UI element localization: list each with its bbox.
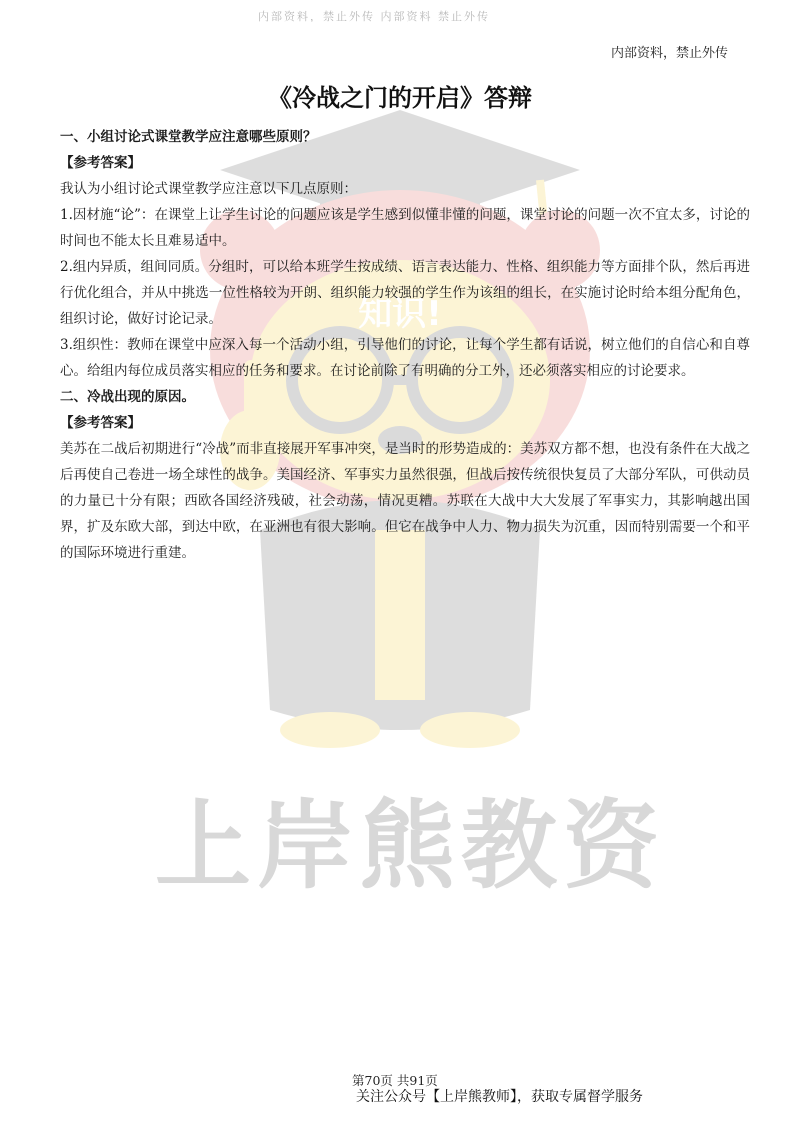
answer-1-paragraph: 2.组内异质，组间同质。分组时，可以给本班学生按成绩、语言表达能力、性格、组织能力等方面排个队，然后再进行优化组合，并从中挑选一位性格较为开朗、组织能力较强的学生作为该组的组长，在实施讨论时给本组分配角色，组织讨论，做好讨论记录。 [60,259,750,327]
answer-2-paragraph: 美苏在二战后初期进行“冷战”而非直接展开军事冲突，是当时的形势造成的：美苏双方都不想，也没有条件在大战之后再使自己卷进一场全球性的战争。美国经济、军事实力虽然很强，但战后按传统很快复员了大部分军队，可供动员的力量已十分有限；西欧各国经济残破，社会动荡，情况更糟。苏联在大战中大大发展了军事实力，其影响越出国界，扩及东欧大部，到达中欧，在亚洲也有很大影响。但它在战争中人力、物力损失为沉重，因而特别需要一个和平的国际环境进行重建。 [60,441,750,561]
answer-label-1: 【参考答案】 [60,155,141,171]
answer-1-paragraph: 3.组织性：教师在课堂中应深入每一个活动小组，引导他们的讨论，让每个学生都有话说，树立他们的自信心和自尊心。给组内每位成员落实相应的任务和要求。在讨论前除了有明确的分工外，还必须落实相应的讨论要求。 [60,337,750,379]
mascot-badge-text: 知识! [358,294,442,334]
watermark-text: 上岸熊教资 [155,790,665,902]
document-title: 《冷战之门的开启》答辩 [268,83,532,112]
page-number: 第70页 共91页 [352,1073,438,1088]
answer-label-2: 【参考答案】 [60,415,141,431]
answer-1-paragraph: 我认为小组讨论式课堂教学应注意以下几点原则： [60,181,357,197]
confidential-notice: 内部资料，禁止外传 [610,46,728,61]
answer-1-paragraph: 1.因材施“论”：在课堂上让学生讨论的问题应该是学生感到似懂非懂的问题，课堂讨论的问题一次不宜太多，讨论的时间也不能太长且难易适中。 [60,207,750,249]
footer-note: 关注公众号【上岸熊教师】，获取专属督学服务 [356,1089,643,1105]
top-faint-header: 内部资料，禁止外传 内部资料 禁止外传 [258,10,490,22]
question-1: 一、小组讨论式课堂教学应注意哪些原则？ [60,129,317,145]
question-2: 二、冷战出现的原因。 [60,389,195,405]
document-content [60,124,750,566]
